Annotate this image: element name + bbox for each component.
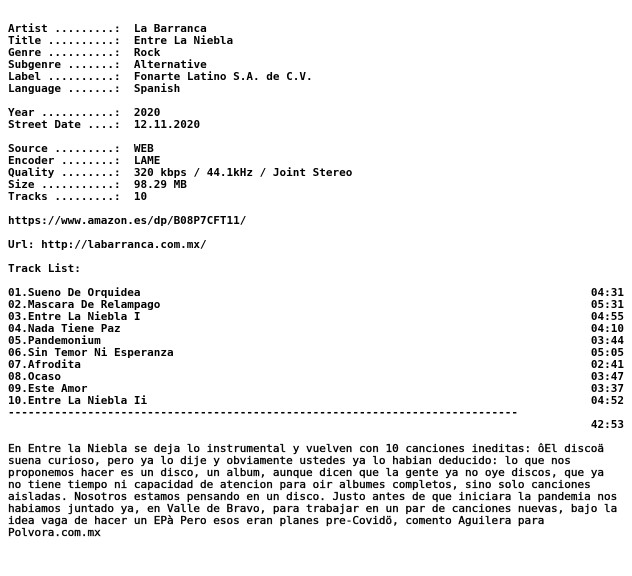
info-value: Entre La Niebla bbox=[133, 34, 234, 47]
release-info-block bbox=[8, 23, 624, 95]
info-label: Label ..........: bbox=[8, 70, 121, 83]
track-title: 08.Ocaso bbox=[8, 370, 61, 383]
info-label: Quality ........: bbox=[8, 166, 121, 179]
track-title: 04.Nada Tiene Paz bbox=[8, 322, 121, 335]
info-row-language bbox=[8, 83, 624, 95]
track-title: 09.Este Amor bbox=[8, 382, 88, 395]
info-value: WEB bbox=[133, 142, 154, 155]
info-label: Tracks .........: bbox=[8, 190, 121, 203]
track-title: 05.Pandemonium bbox=[8, 334, 101, 347]
track-duration: 04:31 bbox=[590, 286, 624, 299]
total-duration: 42:53 bbox=[590, 418, 624, 431]
info-label: Language .......: bbox=[8, 82, 121, 95]
info-value: 10 bbox=[133, 190, 148, 203]
info-label: Year ...........: bbox=[8, 106, 121, 119]
track-duration: 03:37 bbox=[590, 382, 624, 395]
album-description: En Entre la Niebla se deja lo instrumental y vuelven con 10 canciones ineditas: ôEl discoä suena curioso, pero ya lo dije y obviamente ustedes ya lo habian deducido: lo que nos proponemos hacer es un disco, un album, aunque dicen que la gente ya no oye discos, que ya no tiene tiempo ni capacidad de atencion para oir albumes completos, sino solo canciones aisladas. Nosotros estamos pensando en un disco. Justo antes de que iniciara la pandemia nos habiamos juntado ya, en Valle de Bravo, para trabajar en un par de canciones nuevas, bajo la idea vaga de hacer un EPà Pero esos eran planes pre-Covidö, comento Aguilera para Polvora.com.mx bbox=[8, 442, 618, 539]
release-info-document bbox=[8, 23, 624, 539]
track-title: 02.Mascara De Relampago bbox=[8, 298, 161, 311]
technical-info-block bbox=[8, 143, 624, 203]
info-value: Spanish bbox=[133, 82, 181, 95]
info-label: Genre ..........: bbox=[8, 46, 121, 59]
info-row-street-date bbox=[8, 119, 624, 131]
track-title: 06.Sin Temor Ni Esperanza bbox=[8, 346, 174, 359]
track-duration: 05:31 bbox=[590, 298, 624, 311]
track-duration: 04:55 bbox=[590, 310, 624, 323]
release-date-block bbox=[8, 107, 624, 131]
track-duration: 05:05 bbox=[590, 346, 624, 359]
info-value: 12.11.2020 bbox=[133, 118, 201, 131]
track-duration: 03:44 bbox=[590, 334, 624, 347]
divider-rule: ----------------------------------------------------------------------------- bbox=[8, 407, 518, 419]
info-label: Artist .........: bbox=[8, 22, 121, 35]
track-row bbox=[8, 347, 624, 359]
info-label: Source .........: bbox=[8, 142, 121, 155]
info-value: Fonarte Latino S.A. de C.V. bbox=[133, 70, 313, 83]
track-row bbox=[8, 395, 624, 407]
track-row bbox=[8, 359, 624, 371]
track-duration: 02:41 bbox=[590, 358, 624, 371]
info-row-tracks bbox=[8, 191, 624, 203]
info-label: Subgenre .......: bbox=[8, 58, 121, 71]
track-title: 07.Afrodita bbox=[8, 358, 81, 371]
info-value: Rock bbox=[133, 46, 161, 59]
track-row bbox=[8, 371, 624, 383]
info-value: Alternative bbox=[133, 58, 207, 71]
website-url: Url: http://labarranca.com.mx/ bbox=[8, 238, 207, 251]
amazon-url: https://www.amazon.es/dp/B08P7CFT11/ bbox=[8, 214, 247, 227]
info-label: Size ...........: bbox=[8, 178, 121, 191]
tracklist bbox=[8, 287, 624, 407]
info-value: LAME bbox=[133, 154, 161, 167]
tracklist-heading: Track List: bbox=[8, 262, 81, 275]
track-title: 03.Entre La Niebla I bbox=[8, 310, 141, 323]
info-value: 2020 bbox=[133, 106, 161, 119]
info-label: Encoder ........: bbox=[8, 154, 121, 167]
info-label: Title ..........: bbox=[8, 34, 121, 47]
track-duration: 04:52 bbox=[590, 394, 624, 407]
spacer bbox=[8, 251, 624, 263]
track-duration: 04:10 bbox=[590, 322, 624, 335]
track-title: 10.Entre La Niebla Ii bbox=[8, 394, 148, 407]
info-value: La Barranca bbox=[133, 22, 207, 35]
track-title: 01.Sueno De Orquidea bbox=[8, 286, 141, 299]
info-value: 98.29 MB bbox=[133, 178, 187, 191]
info-label: Street Date ....: bbox=[8, 118, 121, 131]
track-duration: 03:47 bbox=[590, 370, 624, 383]
info-value: 320 kbps / 44.1kHz / Joint Stereo bbox=[133, 166, 353, 179]
